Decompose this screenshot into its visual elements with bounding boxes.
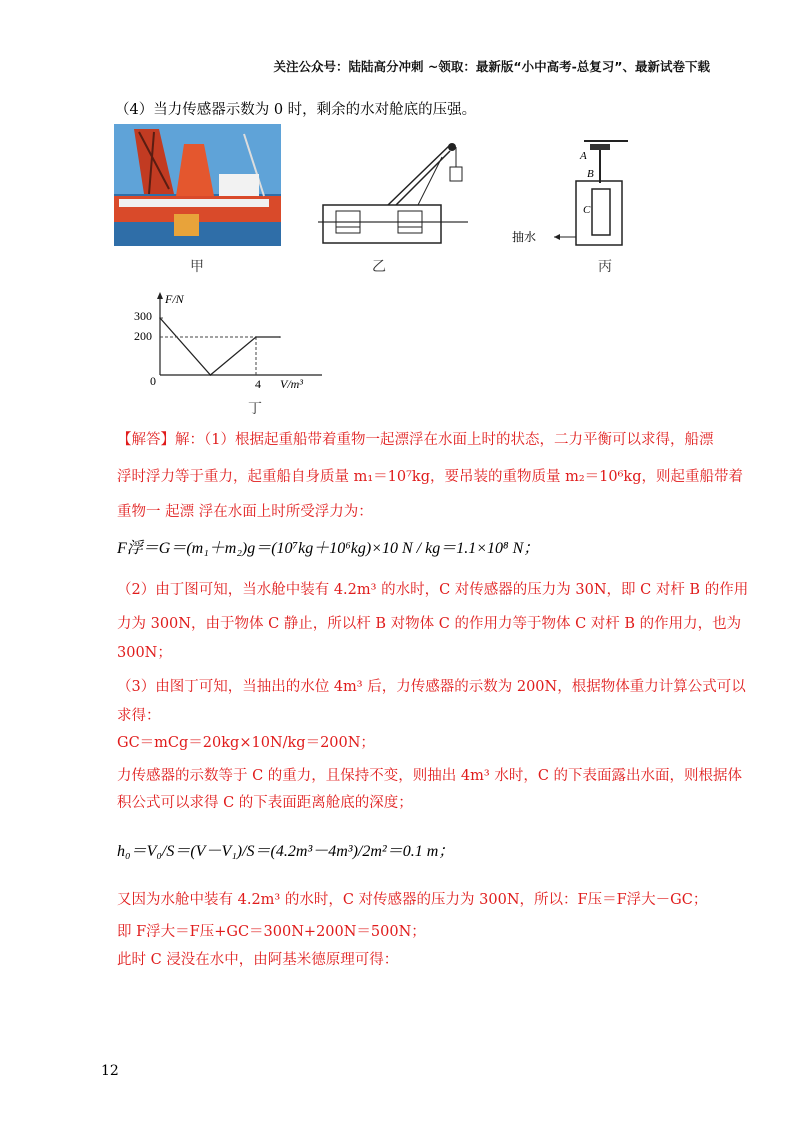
answer-line-11: 积公式可以求得 C 的下表面距离舱底的深度； bbox=[117, 795, 413, 811]
label-c: C bbox=[583, 204, 591, 216]
data-point bbox=[210, 374, 212, 376]
answer-line-1 bbox=[117, 428, 713, 449]
answer-line-4: （2）由丁图可知，当水舱中装有 4.2m³ 的水时，C 对传感器的压力为 30N，即 C 对杆 B 的作用 bbox=[117, 582, 749, 598]
y-axis-label: F/N bbox=[165, 292, 184, 306]
answer-line-2: 浮时浮力等于重力，起重船自身质量 m₁＝10⁷kg，要吊装的重物质量 m₂＝10⁶kg，则起重船带着 bbox=[117, 469, 744, 485]
equation-depth: h₀＝V₀/S＝(V－V₁)/S＝(4.2m³－4m³)/2m²＝0.1 m； bbox=[117, 843, 455, 860]
page-header: 关注公众号：陆陆高分冲刺 ~领取：最新版“小中高考-总复习”、最新试卷下载 bbox=[273, 59, 710, 74]
label-b: B bbox=[587, 168, 594, 180]
figure-ding-chart bbox=[130, 290, 330, 395]
answer-tag: 【解答】 bbox=[117, 432, 175, 448]
label-pump: 抽水 bbox=[512, 230, 537, 244]
page-number: 12 bbox=[101, 1063, 119, 1079]
x-tick-4: 4 bbox=[255, 377, 261, 391]
force-sensor bbox=[590, 144, 610, 150]
data-point bbox=[159, 317, 161, 319]
crane-ship-photo bbox=[114, 124, 281, 246]
answer-line-10: 力传感器的示数等于 C 的重力，且保持不变，则抽出 4m³ 水时，C 的下表面露出水面，则根据体 bbox=[117, 768, 743, 784]
series-line bbox=[160, 318, 280, 375]
figure-yi-label: 乙 bbox=[372, 259, 386, 275]
question-part-4: （4）当力传感器示数为 0 时，剩余的水对舱底的压强。 bbox=[115, 102, 477, 118]
figure-ding-label: 丁 bbox=[248, 401, 262, 417]
crane-ship-image bbox=[114, 124, 281, 246]
y-tick-300: 300 bbox=[134, 309, 152, 323]
answer-line-9: GC＝mCg＝20kg×10N/kg＝200N； bbox=[117, 735, 375, 751]
answer-line-6: 300N； bbox=[117, 645, 172, 661]
y-arrow bbox=[157, 292, 163, 299]
figure-yi-diagram bbox=[318, 135, 468, 250]
figure-jia-label: 甲 bbox=[190, 259, 204, 275]
equation-buoyancy: F浮＝G＝(m₁＋m₂)g＝(10⁷kg＋10⁶kg)×10 N / kg＝1.1×10⁸ N； bbox=[117, 540, 540, 557]
answer-line-1-text: 解：（1）根据起重船带着重物一起漂浮在水面上时的状态，二力平衡可以求得，船漂 bbox=[175, 432, 714, 448]
answer-line-3: 重物一 起漂 浮在水面上时所受浮力为： bbox=[117, 504, 373, 520]
data-point bbox=[255, 336, 257, 338]
answer-line-12: 又因为水舱中装有 4.2m³ 的水时，C 对传感器的压力为 300N，所以：F压＝F浮大－GC； bbox=[117, 892, 708, 908]
label-a: A bbox=[580, 150, 587, 162]
x-axis-label: V/m³ bbox=[280, 377, 303, 391]
answer-line-13: 即 F浮大＝F压+GC＝300N+200N＝500N； bbox=[117, 924, 426, 940]
figure-bing-label: 丙 bbox=[598, 259, 612, 275]
y-tick-200: 200 bbox=[134, 329, 152, 343]
answer-line-5: 力为 300N，由于物体 C 静止，所以杆 B 对物体 C 的作用力等于物体 C 对杆 B 的作用力，也为 bbox=[117, 616, 742, 632]
figure-bing-diagram bbox=[510, 135, 640, 250]
object-c bbox=[592, 189, 610, 235]
answer-line-8: 求得： bbox=[117, 708, 161, 724]
answer-line-7: （3）由图丁可知，当抽出的水位 4m³ 后，力传感器的示数为 200N，根据物体重力计算公式可以 bbox=[117, 679, 746, 695]
pump-arrow bbox=[554, 234, 560, 240]
origin-label: 0 bbox=[150, 374, 156, 388]
data-point bbox=[279, 336, 281, 338]
answer-line-14: 此时 C 浸没在水中，由阿基米德原理可得： bbox=[117, 952, 399, 968]
